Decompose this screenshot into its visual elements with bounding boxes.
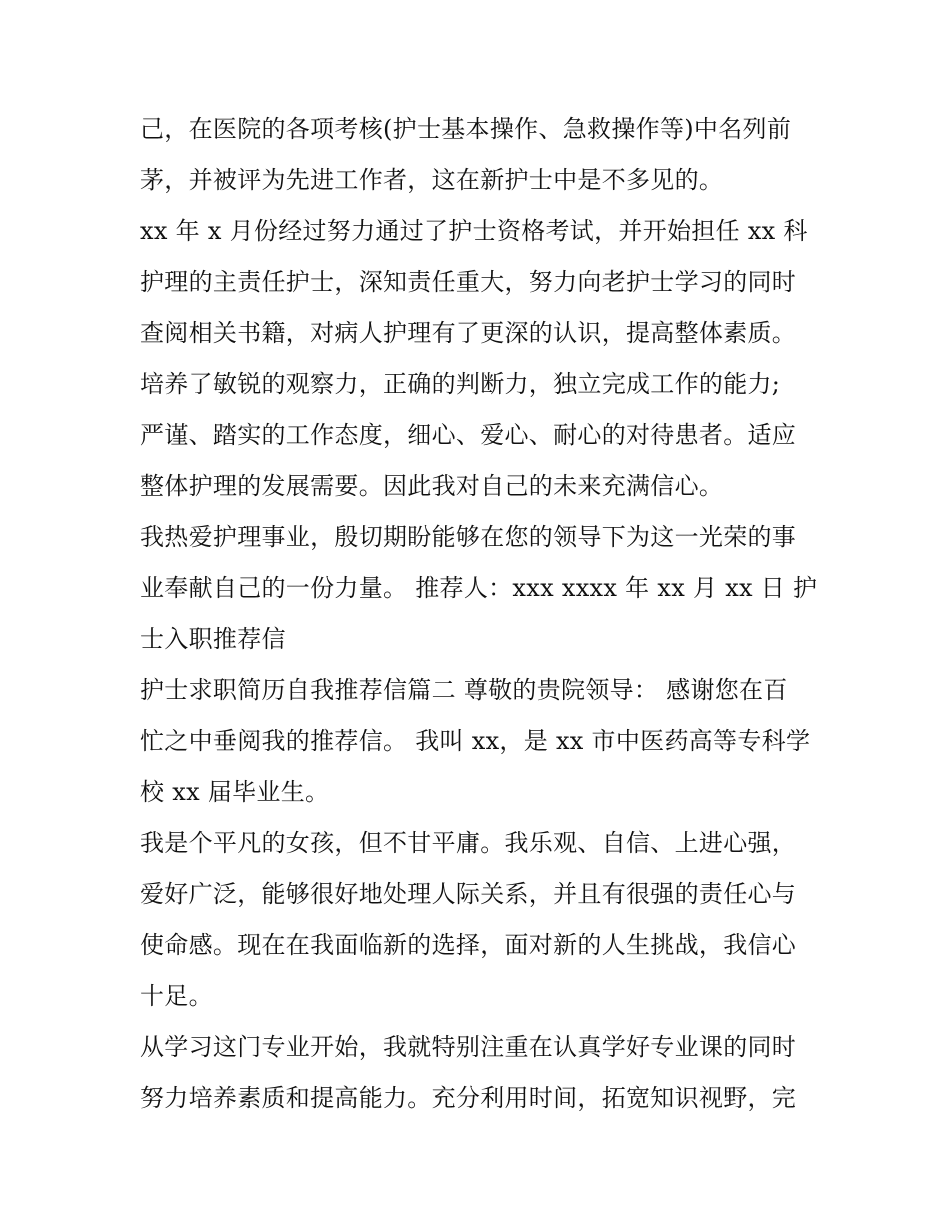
text-line: 校 xx 届毕业生。 [140,778,330,806]
text-line: 严谨、踏实的工作态度，细心、爱心、耐心的对待患者。适应 [140,421,797,449]
text-line: 士入职推荐信 [140,625,286,653]
text-line: 使命感。现在在我面临新的选择，面对新的人生挑战，我信心 [140,931,797,959]
text-line: 十足。 [140,982,213,1010]
text-line: 茅，并被评为先进工作者，这在新护士中是不多见的。 [140,166,724,194]
text-line: 从学习这门专业开始，我就特别注重在认真学好专业课的同时 [140,1033,797,1061]
text-line: xx 年 x 月份经过努力通过了护士资格考试，并开始担任 xx 科 [140,217,808,245]
text-line: 业奉献自己的一份力量。 推荐人：xxx xxxx 年 xx 月 xx 日 护 [140,574,818,602]
text-line: 我是个平凡的女孩，但不甘平庸。我乐观、自信、上进心强， [140,829,797,857]
text-line: 护士求职简历自我推荐信篇二 尊敬的贵院领导： 感谢您在百 [140,676,788,704]
text-line: 护理的主责任护士，深知责任重大，努力向老护士学习的同时 [140,268,797,296]
text-line: 爱好广泛，能够很好地处理人际关系，并且有很强的责任心与 [140,880,797,908]
text-line: 忙之中垂阅我的推荐信。 我叫 xx，是 xx 市中医药高等专科学 [140,727,811,755]
text-line: 己，在医院的各项考核(护士基本操作、急救操作等)中名列前 [140,115,792,143]
text-line: 整体护理的发展需要。因此我对自己的未来充满信心。 [140,472,724,500]
text-line: 查阅相关书籍，对病人护理有了更深的认识，提高整体素质。 [140,319,797,347]
text-line: 努力培养素质和提高能力。充分利用时间，拓宽知识视野，完 [140,1084,797,1112]
text-line: 培养了敏锐的观察力，正确的判断力，独立完成工作的能力; [140,370,781,398]
text-line: 我热爱护理事业，殷切期盼能够在您的领导下为这一光荣的事 [140,523,797,551]
document-body [140,104,820,1124]
